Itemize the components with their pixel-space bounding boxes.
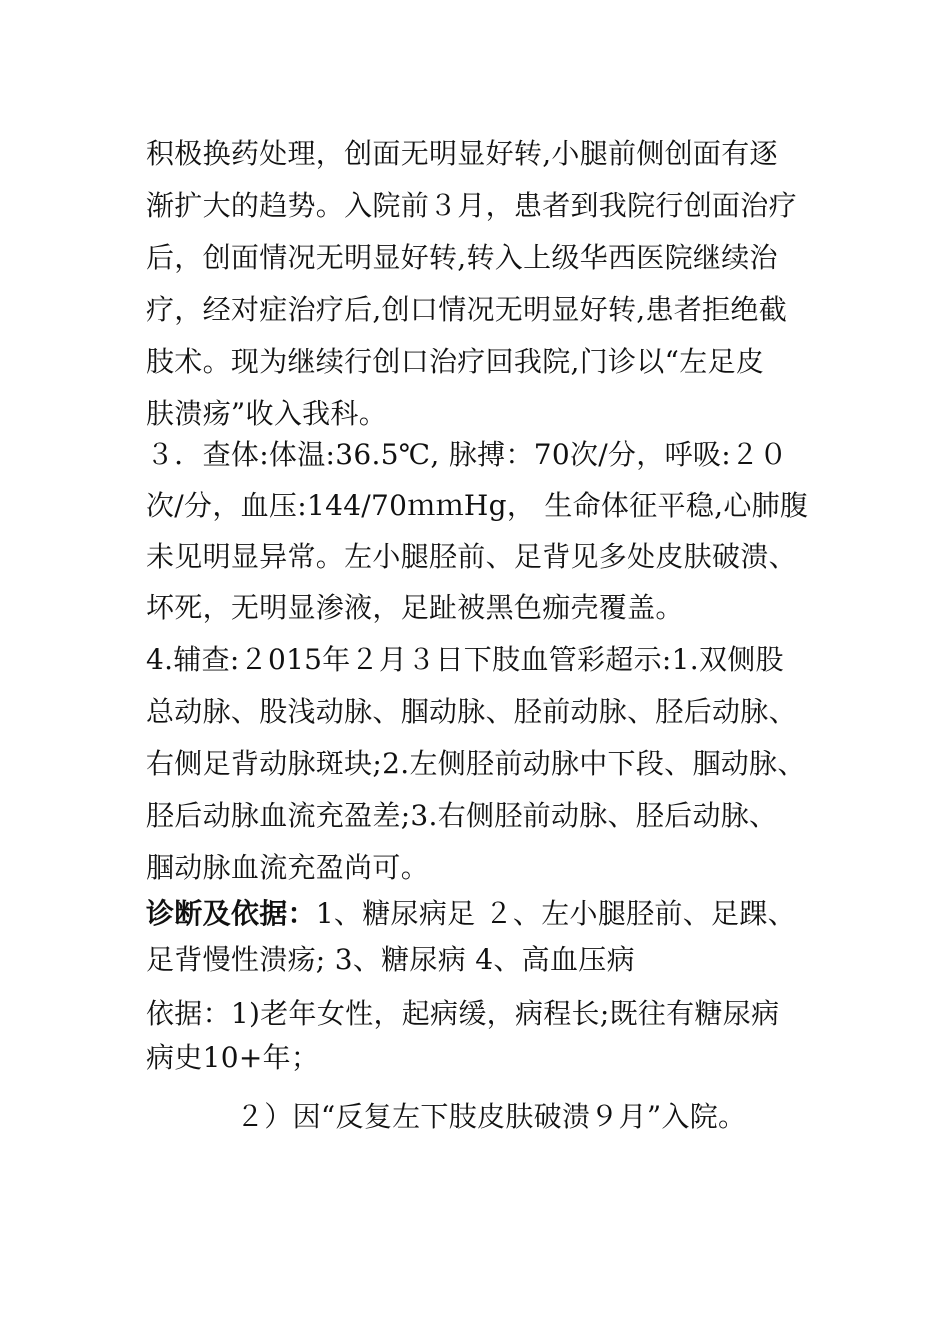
text-line: 肤溃疡”收入我科。 — [146, 397, 388, 430]
text-line: ３．查体:体温:36.5℃, 脉搏：70次/分，呼吸:２０ — [146, 438, 788, 471]
diagnosis-text: 1、糖尿病足 ２、左小腿胫前、足踝、 — [315, 897, 796, 930]
exam-paragraph — [146, 432, 826, 630]
text-line: 疗，经对症治疗后,创口情况无明显好转,患者拒绝截 — [146, 293, 788, 326]
text-line: 足背慢性溃疡; 3、糖尿病 4、高血压病 — [146, 943, 635, 976]
text-line — [146, 891, 826, 936]
text-line: 胫后动脉血流充盈差;3.右侧胫前动脉、胫后动脉、 — [146, 799, 778, 832]
text-line: 依据：1)老年女性，起病缓，病程长;既往有糖尿病 — [146, 997, 780, 1030]
text-line: 渐扩大的趋势。入院前３月，患者到我院行创面治疗 — [146, 189, 797, 222]
basis-paragraph — [146, 991, 826, 1139]
text-line: 病史10+年； — [146, 1041, 320, 1074]
text-line: 腘动脉血流充盈尚可。 — [146, 851, 430, 884]
text-line: 总动脉、股浅动脉、腘动脉、胫前动脉、胫后动脉、 — [146, 695, 797, 728]
aux-exam-paragraph — [146, 637, 826, 890]
text-line: 肢术。现为继续行创口治疗回我院,门诊以“左足皮 — [146, 345, 765, 378]
text-line: 未见明显异常。左小腿胫前、足背见多处皮肤破溃、 — [146, 540, 797, 573]
text-line: ２）因“反复左下肢皮肤破溃９月”入院。 — [236, 1100, 747, 1133]
text-line: 坏死，无明显渗液，足趾被黑色痂壳覆盖。 — [146, 591, 684, 624]
diagnosis-label: 诊断及依据： — [146, 897, 316, 930]
text-line: 后，创面情况无明显好转,转入上级华西医院继续治 — [146, 241, 778, 274]
text-line: 右侧足背动脉斑块;2.左侧胫前动脉中下段、腘动脉、 — [146, 747, 806, 780]
diagnosis-paragraph — [146, 891, 826, 982]
text-line: 积极换药处理，创面无明显好转,小腿前侧创面有逐 — [146, 137, 778, 170]
history-paragraph — [146, 131, 826, 436]
text-line: 4.辅查:２015年２月３日下肢血管彩超示:1.双侧股 — [146, 643, 784, 676]
text-line: 次/分，血压:144/70ｍｍHg， 生命体征平稳,心肺腹 — [146, 489, 809, 522]
